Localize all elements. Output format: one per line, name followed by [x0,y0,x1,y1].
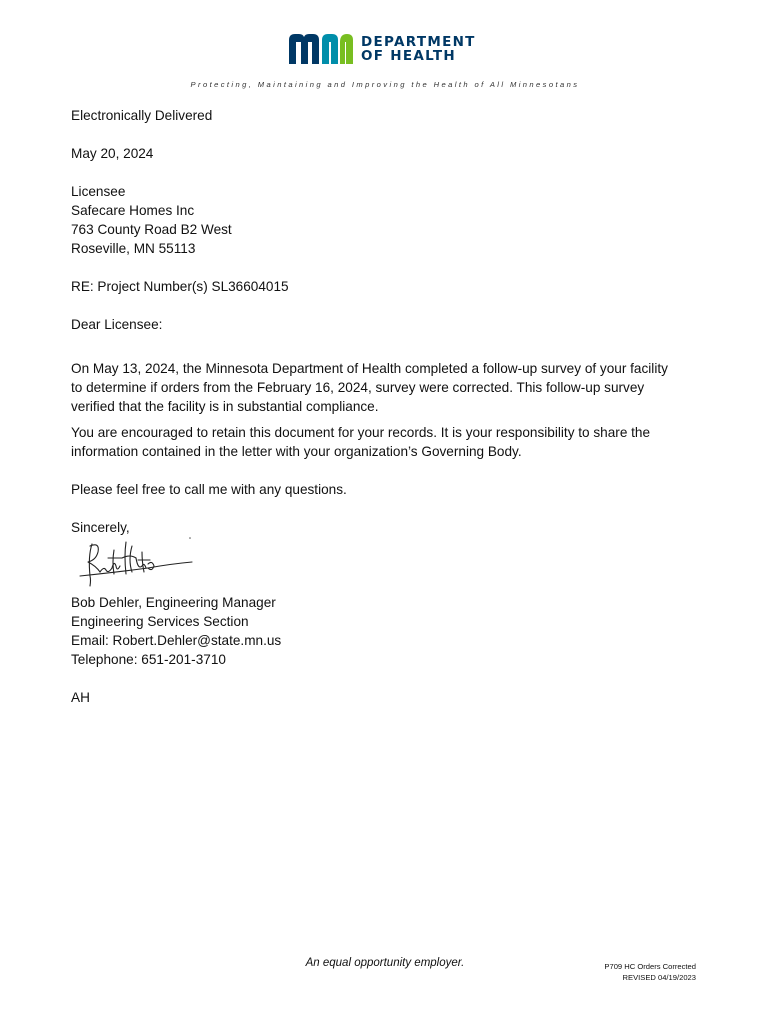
logo-line1: DEPARTMENT [361,34,476,50]
logo-wordmark [361,35,476,63]
paragraph-line: to determine if orders from the February 16, 2024, survey were corrected. This follow-up survey [71,380,645,395]
paragraph-line: You are encouraged to retain this document for your records. It is your responsibility to share the [71,425,651,440]
signer-name: Bob Dehler, Engineering Manager [71,595,276,610]
address-line: Roseville, MN 55113 [71,241,196,256]
form-id: P709 HC Orders Corrected [604,962,696,971]
address-line: Licensee [71,184,126,199]
paragraph-line: verified that the facility is in substantial compliance. [71,399,379,414]
paragraph-questions: Please feel free to call me with any questions. [71,482,347,497]
re-line: RE: Project Number(s) SL36604015 [71,279,289,294]
logo-line2: OF HEALTH [361,48,456,64]
signer-email[interactable]: Email: Robert.Dehler@state.mn.us [71,633,282,648]
footer-employer: An equal opportunity employer. [305,957,465,969]
closing: Sincerely, [71,520,130,535]
revised-date: REVISED 04/19/2023 [622,973,696,982]
address-line: 763 County Road B2 West [71,222,232,237]
paragraph-line: On May 13, 2024, the Minnesota Department of Health completed a follow-up survey of your facility [71,361,668,376]
signature-image [78,536,194,588]
signer-telephone: Telephone: 651-201-3710 [71,652,226,667]
signer-block [71,593,711,669]
paragraph-survey [71,359,711,416]
recipient-address [71,182,711,258]
delivery-method: Electronically Delivered [71,108,213,123]
paragraph-retain [71,423,711,461]
signer-section: Engineering Services Section [71,614,249,629]
tagline: Protecting, Maintaining and Improving the Health of All Minnesotans [190,80,580,89]
salutation: Dear Licensee: [71,317,163,332]
footer-form-info [604,961,696,983]
mdh-logo [289,34,489,66]
mn-logo-icon [289,34,353,64]
typist-initials: AH [71,690,90,705]
letter-date: May 20, 2024 [71,146,154,161]
paragraph-line: information contained in the letter with your organization’s Governing Body. [71,444,522,459]
address-line: Safecare Homes Inc [71,203,195,218]
